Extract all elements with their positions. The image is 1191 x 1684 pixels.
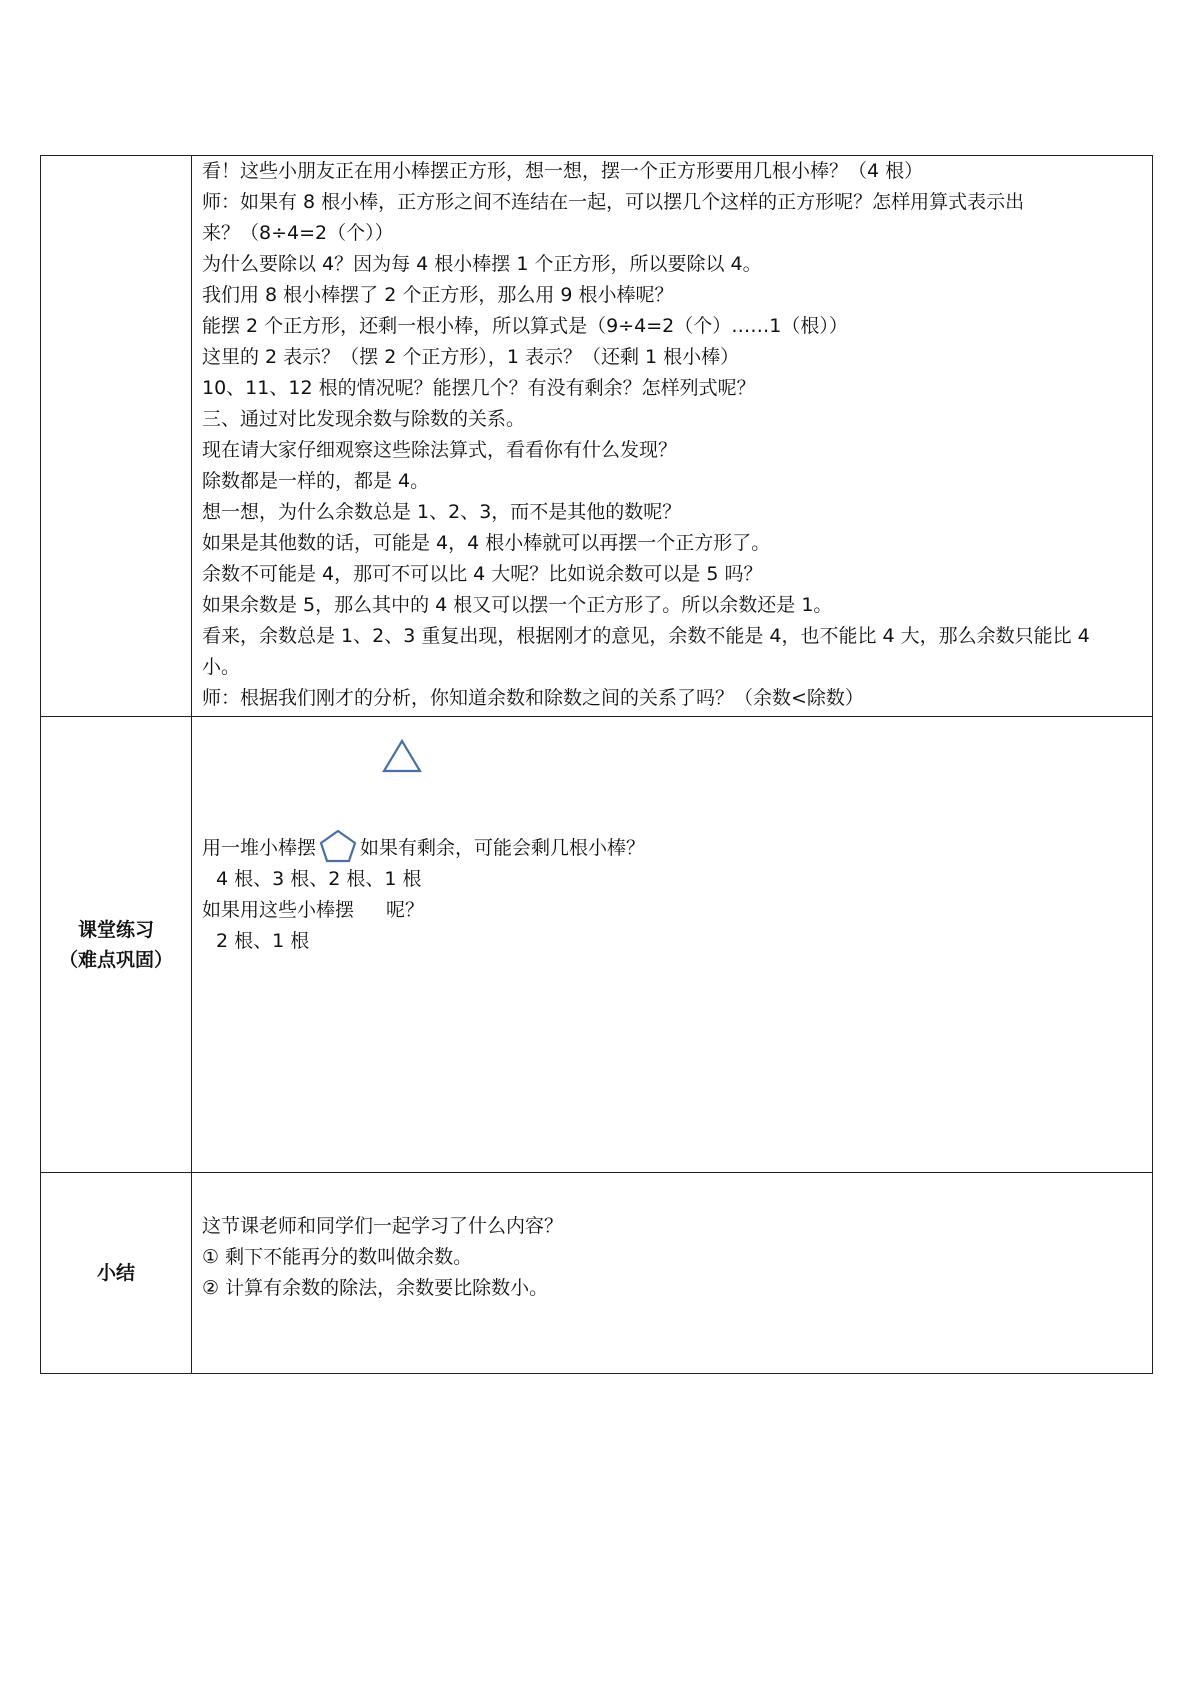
lesson-plan-table <box>40 155 1153 1374</box>
practice-q1-suffix: 如果有剩余，可能会剩几根小棒？ <box>360 837 646 859</box>
lesson-line: 余数不可能是 4，那可不可以比 4 大呢？比如说余数可以是 5 吗？ <box>202 563 763 585</box>
lesson-line: 现在请大家仔细观察这些除法算式，看看你有什么发现？ <box>202 439 678 461</box>
lesson-line: 除数都是一样的，都是 4。 <box>202 470 430 492</box>
practice-question-2 <box>202 895 645 926</box>
summary-content <box>192 1173 1153 1374</box>
lesson-line: 小。 <box>202 656 241 678</box>
practice-q2-prefix: 如果用这些小棒摆 <box>202 899 355 921</box>
practice-sublabel: （难点巩固） <box>58 948 173 971</box>
lesson-process-row <box>41 156 1153 717</box>
practice-q2-suffix: 呢？ <box>386 899 425 921</box>
summary-question: 这节课老师和同学们一起学习了什么内容？ <box>202 1215 564 1237</box>
practice-row <box>41 717 1153 1173</box>
summary-row <box>41 1173 1153 1374</box>
practice-answer-1: 4 根、3 根、2 根、1 根 <box>216 868 422 890</box>
lesson-process-label-cell <box>41 156 192 717</box>
practice-label: 课堂练习 <box>77 918 154 941</box>
practice-content <box>192 717 1153 1173</box>
lesson-line: 师：根据我们刚才的分析，你知道余数和除数之间的关系了吗？（余数<除数） <box>202 687 864 709</box>
lesson-line: 想一想，为什么余数总是 1、2、3，而不是其他的数呢？ <box>202 501 682 523</box>
lesson-line: 如果余数是 5，那么其中的 4 根又可以摆一个正方形了。所以余数还是 1。 <box>202 594 833 616</box>
practice-q1-prefix: 用一堆小棒摆 <box>202 837 317 859</box>
summary-point-2: ② 计算有余数的除法，余数要比除数小。 <box>202 1277 549 1299</box>
lesson-line: 我们用 8 根小棒摆了 2 个正方形，那么用 9 根小棒呢？ <box>202 284 674 306</box>
lesson-line: 看！这些小朋友正在用小棒摆正方形，想一想，摆一个正方形要用几根小棒？（4 根） <box>202 160 924 182</box>
lesson-line: 三、通过对比发现余数与除数的关系。 <box>202 408 526 430</box>
practice-label-cell <box>41 717 192 1173</box>
practice-question-1 <box>202 833 645 864</box>
summary-label: 小结 <box>96 1262 135 1284</box>
lesson-line: 来？（8÷4=2（个）） <box>202 222 394 244</box>
summary-label-cell <box>41 1173 192 1374</box>
pentagon-icon <box>318 829 358 863</box>
lesson-line: 这里的 2 表示？（摆 2 个正方形），1 表示？（还剩 1 根小棒） <box>202 346 740 368</box>
lesson-line: 为什么要除以 4？因为每 4 根小棒摆 1 个正方形，所以要除以 4。 <box>202 253 762 275</box>
lesson-line: 看来，余数总是 1、2、3 重复出现，根据刚才的意见，余数不能是 4，也不能比 4 大，那么余数只能比 4 <box>202 625 1090 647</box>
practice-answer-2: 2 根、1 根 <box>216 930 310 952</box>
lesson-line: 师：如果有 8 根小棒，正方形之间不连结在一起，可以摆几个这样的正方形呢？怎样用算式表示出 <box>202 191 1025 213</box>
lesson-line: 能摆 2 个正方形，还剩一根小棒，所以算式是（9÷4=2（个）……1（根）） <box>202 315 848 337</box>
triangle-icon <box>382 739 422 773</box>
lesson-line: 如果是其他数的话，可能是 4，4 根小棒就可以再摆一个正方形了。 <box>202 532 771 554</box>
lesson-process-content <box>192 156 1153 717</box>
summary-point-1: ① 剩下不能再分的数叫做余数。 <box>202 1246 473 1268</box>
lesson-line: 10、11、12 根的情况呢？能摆几个？有没有剩余？怎样列式呢？ <box>202 377 756 399</box>
